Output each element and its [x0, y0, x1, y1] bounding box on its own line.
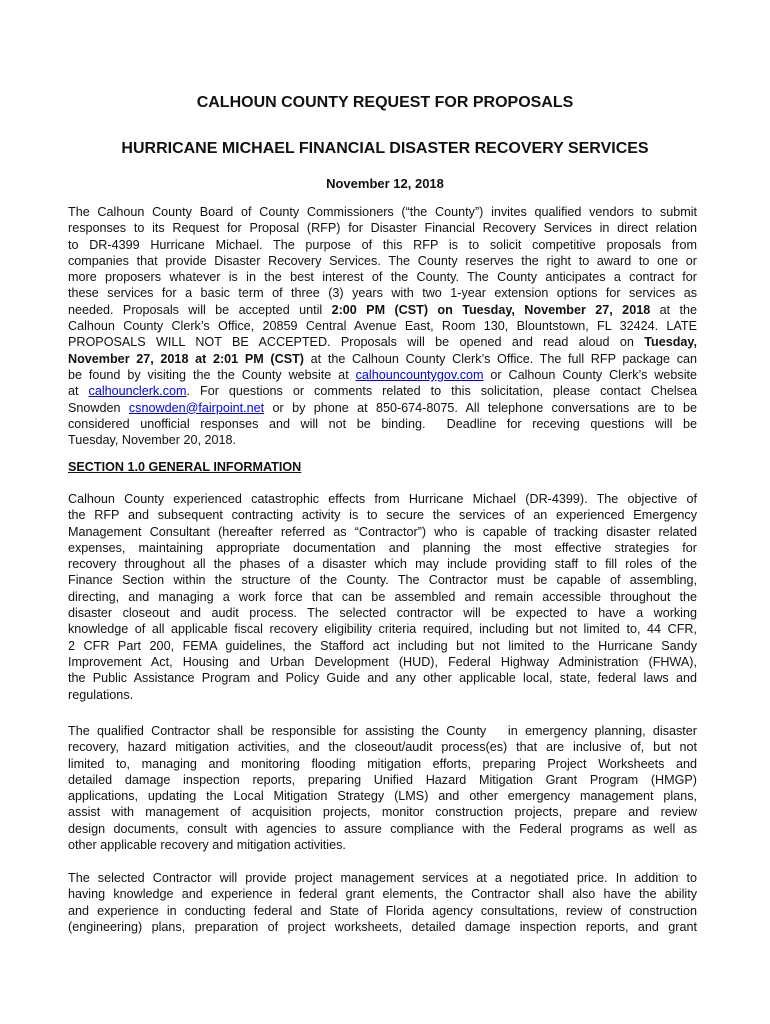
text-line: [68, 886, 697, 902]
text-segment: recovery throughout all the phases of a disaster which may include providing staff to fill roles of the: [68, 557, 697, 572]
text-line: [68, 507, 697, 523]
text-segment: or by phone at 850-674-8075. All telephone conversations are to be: [264, 400, 698, 415]
text-segment: more proposers whatever is in the best interest of the County. The County anticipates a contract for: [68, 270, 697, 285]
text-line: [68, 318, 697, 334]
text-segment: and experience in conducting federal and State of Florida agency consultations, review of construction: [68, 903, 697, 918]
text-line: [68, 334, 697, 350]
text-segment: knowledge of all applicable fiscal recovery eligibility criteria required, including but not limited to, 44 CFR,: [68, 622, 697, 637]
text-segment: limited to, managing and monitoring flooding mitigation efforts, preparing Project Worksheets and: [68, 756, 697, 771]
text-segment: Snowden: [68, 400, 129, 415]
text-segment: these services for a basic term of three (3) years with two 1-year extension options for services as: [68, 286, 697, 301]
text-line: [68, 351, 697, 367]
section-heading: SECTION 1.0 GENERAL INFORMATION: [68, 460, 302, 474]
text-segment: disaster closeout and audit process. The selected contractor will be expected to have a working: [68, 606, 697, 621]
bold-text: November 27, 2018 at 2:01 PM (CST): [68, 351, 304, 366]
text-line: [68, 638, 697, 654]
text-segment: the RFP and subsequent contracting activity is to secure the services of an experienced Emergency: [68, 508, 697, 523]
text-line: [68, 400, 697, 416]
text-segment: needed. Proposals will be accepted until: [68, 302, 332, 317]
text-line: [68, 556, 697, 572]
intro-paragraph: [68, 204, 697, 448]
text-line: [68, 237, 697, 253]
text-segment: assist with management of acquisition projects, monitor construction projects, prepare and review: [68, 805, 697, 820]
text-segment: . For questions or comments related to this solicitation, please contact Chelsea: [186, 384, 697, 399]
hyperlink[interactable]: calhounclerk.com: [88, 384, 187, 399]
document-title: CALHOUN COUNTY REQUEST FOR PROPOSALS: [196, 94, 574, 111]
text-segment: applications, updating the Local Mitigation Strategy (LMS) and other emergency management plans,: [68, 789, 697, 804]
text-segment: to DR-4399 Hurricane Michael. The purpose of this RFP is to solicit competitive proposals from: [68, 237, 697, 252]
text-line: [68, 220, 697, 236]
text-segment: considered unofficial responses and will not be binding. Deadline for receving questions will be: [68, 416, 697, 431]
text-line: [68, 204, 697, 220]
text-segment: design documents, consult with agencies to assure compliance with the Federal programs as well as: [68, 821, 697, 836]
text-segment: responses to its Request for Proposal (RFP) for Disaster Financial Recovery Services in direct relation: [68, 221, 697, 236]
text-segment: having knowledge and experience in federal grant elements, the Contractor shall also have the ability: [68, 887, 697, 902]
text-line: [68, 367, 697, 383]
text-line: [68, 723, 697, 739]
text-segment: Calhoun County Clerk’s Office, 20859 Central Avenue East, Room 130, Blountstown, FL 32424. LATE: [68, 319, 697, 334]
text-line: [68, 285, 697, 301]
document-date: November 12, 2018: [326, 176, 444, 191]
text-segment: Finance Section within the structure of the County. The Contractor must be capable of assembling,: [68, 573, 697, 588]
text-segment: directing, and managing a work force that can be assembled and remain accessible throughout the: [68, 589, 697, 604]
project-management-paragraph: [68, 870, 697, 935]
text-line: [68, 605, 697, 621]
text-segment: The qualified Contractor shall be responsible for assisting the County in emergency planning, disaster: [68, 724, 697, 738]
hyperlink[interactable]: calhouncountygov.com: [355, 367, 484, 382]
text-line: [68, 589, 697, 605]
text-segment: Tuesday, November 20, 2018.: [68, 433, 237, 448]
text-segment: Calhoun County experienced catastrophic effects from Hurricane Michael (DR-4399). The objective of: [68, 492, 697, 506]
text-segment: at: [68, 384, 89, 399]
hyperlink[interactable]: csnowden@fairpoint.net: [128, 400, 265, 415]
text-line: [68, 302, 697, 318]
text-line: [68, 416, 697, 432]
bold-text: 2:00 PM (CST) on Tuesday, November 27, 2018: [331, 302, 651, 317]
text-line: [68, 654, 697, 670]
text-line: [68, 687, 697, 703]
text-segment: other applicable recovery and mitigation activities.: [68, 838, 346, 853]
text-line: [68, 670, 697, 686]
text-segment: at the: [650, 302, 697, 317]
text-line: [68, 540, 697, 556]
text-segment: PROPOSALS WILL NOT BE ACCEPTED. Proposals will be opened and read aloud on: [68, 335, 645, 350]
text-line: [68, 621, 697, 637]
text-line: [68, 903, 697, 919]
text-segment: or Calhoun County Clerk’s website: [483, 367, 698, 382]
text-line: [68, 572, 697, 588]
text-segment: expenses, maintaining appropriate documentation and planning the most effective strategies for: [68, 540, 697, 555]
text-segment: be found by visiting the the County website at: [68, 367, 356, 382]
text-segment: Management Consultant (hereafter referred as “Contractor”) who is capable of tracking disaster related: [68, 524, 697, 539]
text-line: [68, 253, 697, 269]
text-line: [68, 524, 697, 540]
text-segment: companies that provide Disaster Recovery Services. The County reserves the right to award to one or: [68, 253, 697, 268]
text-line: [68, 756, 697, 772]
text-line: [68, 870, 697, 886]
text-line: [68, 804, 697, 820]
text-segment: detailed damage inspection reports, preparing Unified Hazard Mitigation Grant Program (HMGP): [68, 772, 697, 787]
text-line: [68, 788, 697, 804]
contractor-responsibilities-paragraph: [68, 723, 697, 853]
text-segment: The Calhoun County Board of County Commissioners (“the County”) invites qualified vendors to submit: [68, 205, 697, 219]
bold-text: Tuesday,: [644, 335, 697, 350]
text-line: [68, 919, 697, 935]
text-line: [68, 739, 697, 755]
text-line: [68, 772, 697, 788]
general-info-paragraph: [68, 491, 697, 703]
text-segment: (engineering) plans, preparation of project worksheets, detailed damage inspection reports, and grant: [68, 919, 697, 934]
text-line: [68, 432, 697, 448]
text-line: [68, 383, 697, 399]
text-segment: recovery, hazard mitigation activities, and the closeout/audit process(es) that are inclusive of, but not: [68, 740, 697, 755]
text-line: [68, 491, 697, 507]
text-segment: 2 CFR Part 200, FEMA guidelines, the Stafford act including but not limited to the Hurricane Sandy: [68, 638, 697, 653]
document-subtitle: HURRICANE MICHAEL FINANCIAL DISASTER RECOVERY SERVICES: [121, 140, 649, 157]
text-line: [68, 269, 697, 285]
text-line: [68, 821, 697, 837]
text-segment: at the Calhoun County Clerk’s Office. The full RFP package can: [303, 351, 697, 366]
text-segment: The selected Contractor will provide project management services at a negotiated price. In addition to: [68, 871, 697, 885]
text-line: [68, 837, 697, 853]
text-segment: the Public Assistance Program and Policy Guide and any other applicable local, state, federal laws and: [68, 671, 697, 686]
text-segment: regulations.: [68, 687, 134, 702]
text-segment: Improvement Act, Housing and Urban Development (HUD), Federal Highway Administration (FHWA),: [68, 654, 697, 669]
